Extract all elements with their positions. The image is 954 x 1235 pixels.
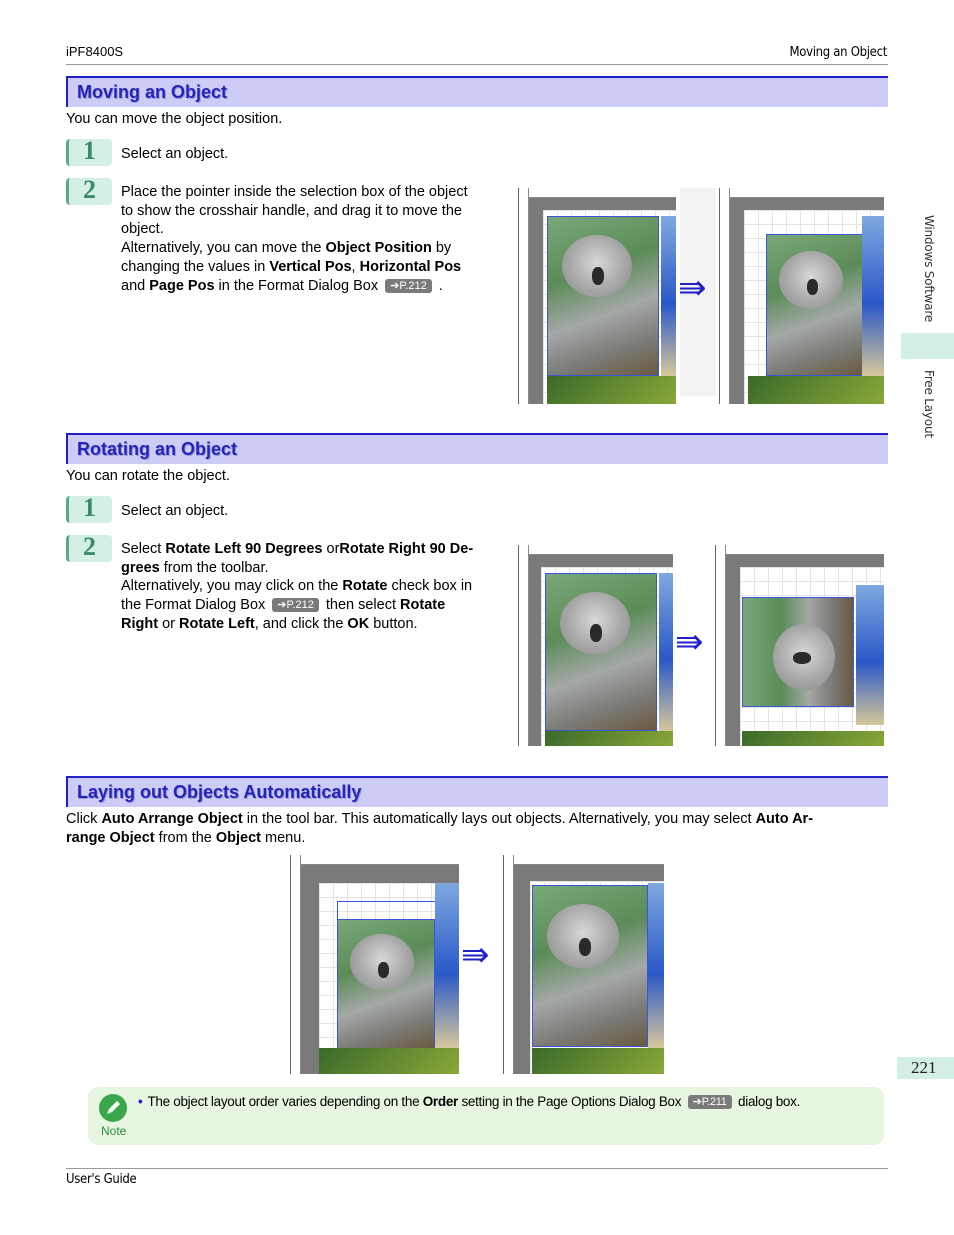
bullet-icon: • (138, 1094, 143, 1109)
arrow-icon: ⇛ (678, 268, 707, 308)
step-number-badge: 2 (66, 535, 112, 562)
step-number-badge: 2 (66, 178, 112, 205)
side-tab-windows-software: Windows Software (922, 215, 936, 323)
moving-step2-text: Place the pointer inside the selection box of the object to show the crosshair handle, and drag it to move the object. Alternatively, you can move the Object Position by changing the values in Vertical Pos, Horizontal Pos and Page Pos in the Format Dialog Box ➔P.212 . (121, 184, 468, 294)
footer-divider (66, 1168, 888, 1169)
step-number-badge: 1 (66, 496, 112, 523)
page-reference-link[interactable]: ➔P.212 (272, 598, 319, 612)
arrow-icon: ⇛ (675, 622, 704, 662)
rotating-step2-text: Select Rotate Left 90 Degrees orRotate Right 90 De- grees from the toolbar. Alternatively, you may click on the Rotate check box in the Format Dialog Box ➔P.212 then select Rotate Right or Rotate Left, and click the OK button. (121, 541, 474, 632)
page-reference-link[interactable]: ➔P.212 (385, 279, 432, 293)
header-model: iPF8400S (66, 44, 124, 59)
screenshot-after-rotate (715, 545, 884, 746)
screenshot-before-auto (290, 855, 459, 1074)
note-label: Note (101, 1124, 127, 1138)
header-section: Moving an Object (789, 45, 887, 60)
section-heading-moving: Moving an Object (66, 76, 888, 107)
page-reference-link[interactable]: ➔P.211 (688, 1095, 732, 1109)
step-number-badge: 1 (66, 139, 112, 166)
rotating-intro: You can rotate the object. (66, 468, 230, 484)
screenshot-before-move (518, 188, 676, 404)
screenshot-after-auto (503, 855, 664, 1074)
page-number: 221 (897, 1057, 954, 1079)
side-tab-free-layout: Free Layout (922, 370, 936, 438)
rotating-step1-text: Select an object. (121, 503, 229, 519)
moving-step1-text: Select an object. (121, 146, 229, 162)
header-divider (66, 64, 888, 65)
moving-intro: You can move the object position. (66, 111, 283, 127)
auto-layout-text: Click Auto Arrange Object in the tool bar. This automatically lays out objects. Alternatively, you may select Auto Ar- range Object from the Object menu. (66, 811, 814, 846)
note-text: • The object layout order varies depending on the Order setting in the Page Options Dialog Box ➔P.211 dialog box. (138, 1094, 801, 1109)
footer-guide-title: User's Guide (66, 1172, 137, 1187)
side-tab-highlight (901, 333, 954, 359)
section-heading-rotating: Rotating an Object (66, 433, 888, 464)
arrow-icon: ⇛ (461, 935, 490, 975)
section-heading-auto-layout: Laying out Objects Automatically (66, 776, 888, 807)
screenshot-after-move (719, 188, 884, 404)
screenshot-before-rotate (518, 545, 673, 746)
note-pencil-icon (99, 1094, 127, 1122)
